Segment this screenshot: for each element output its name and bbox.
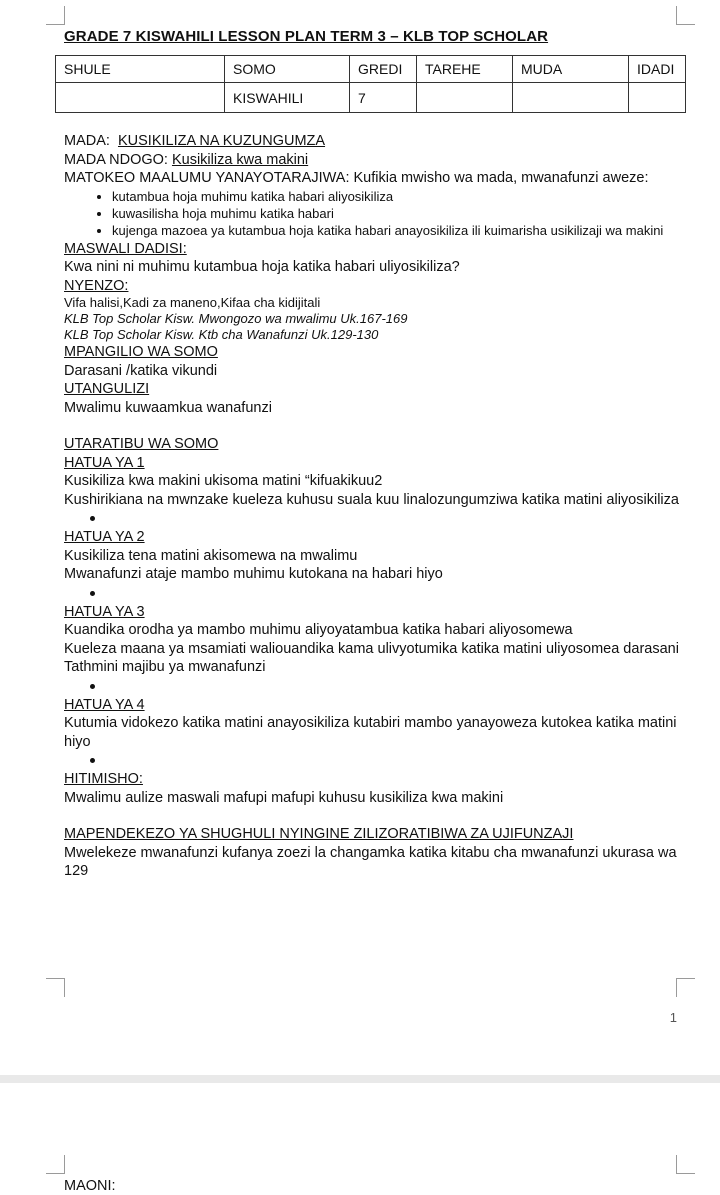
table-cell: KISWAHILI	[225, 83, 350, 113]
nyenzo-line-1: Vifa halisi,Kadi za maneno,Kifaa cha kidijitali	[64, 295, 321, 310]
spacer	[64, 417, 689, 435]
empty-bullet	[64, 677, 689, 696]
table-header-cell: MUDA	[513, 56, 629, 83]
table-cell	[417, 83, 513, 113]
hatua-2-heading: HATUA YA 2	[64, 529, 145, 545]
document-page-2	[0, 1083, 720, 1195]
mada-ndogo-label: MADA NDOGO:	[64, 151, 168, 168]
hatua-3-heading: HATUA YA 3	[64, 603, 145, 620]
margin-corner-top-left	[46, 6, 65, 25]
mada-line	[64, 132, 689, 151]
hatua-2-line-1: Kusikiliza tena matini akisomewa na mwalimu	[64, 547, 358, 564]
matokeo-intro: : Kufikia mwisho wa mada, mwanafunzi aweze:	[345, 170, 649, 186]
page-gap	[0, 1075, 720, 1083]
table-cell	[629, 83, 686, 113]
hitimisho-heading: HITIMISHO:	[64, 771, 143, 787]
matokeo-line	[64, 169, 689, 188]
lesson-body	[64, 132, 689, 881]
empty-bullet	[64, 509, 689, 528]
mapendekezo-heading: MAPENDEKEZO YA SHUGHULI NYINGINE ZILIZORATIBIWA ZA UJIFUNZAJI	[64, 826, 574, 842]
list-item: • kuwasilisha hoja muhimu katika habari	[112, 206, 689, 222]
hatua-4-line-1: Kutumia vidokezo katika matini anayosikiliza kutabiri mambo yanayoweza kutokea katika matini hiyo	[64, 715, 677, 750]
mada-ndogo-value: Kusikiliza kwa makini	[171, 151, 309, 168]
page-number: 1	[669, 1010, 677, 1025]
table-row	[56, 83, 686, 113]
table-cell: 7	[350, 83, 417, 113]
mada-value: KUSIKILIZA NA KUZUNGUMZA	[117, 133, 326, 149]
maswali-text: Kwa nini ni muhimu kutambua hoja katika habari uliyosikiliza?	[64, 259, 460, 275]
table-header-cell: TAREHE	[417, 56, 513, 83]
empty-bullet	[64, 751, 689, 770]
table-cell	[513, 83, 629, 113]
hatua-1-line-2: Kushirikiana na mwnzake kueleza kuhusu suala kuu linalozungumziwa katika matini aliyosikiliza	[64, 491, 679, 508]
margin-corner-top-left	[46, 1155, 65, 1174]
mada-label: MADA:	[64, 133, 110, 149]
table-cell	[56, 83, 225, 113]
nyenzo-line-2: KLB Top Scholar Kisw. Mwongozo wa mwalimu Uk.167-169	[64, 311, 408, 326]
margin-corner-bottom-left	[46, 978, 65, 997]
table-header-row	[56, 56, 686, 83]
lesson-info-table	[55, 55, 686, 113]
utangulizi-text: Mwalimu kuwaamkua wanafunzi	[64, 399, 272, 416]
hatua-4-heading: HATUA YA 4	[64, 696, 145, 713]
mapendekezo-text: Mwelekeze mwanafunzi kufanya zoezi la changamka katika kitabu cha mwanafunzi ukurasa wa 129	[64, 844, 677, 879]
hatua-3-line-2: Kueleza maana ya msamiati waliouandika kama ulivyotumika katika matini uliyosomea darasani	[64, 640, 679, 657]
nyenzo-heading: NYENZO:	[64, 277, 129, 294]
objectives-list	[64, 189, 689, 239]
hitimisho-text: Mwalimu aulize maswali mafupi mafupi kuhusu kusikiliza kwa makini	[64, 789, 504, 806]
mpangilio-text: Darasani /katika vikundi	[64, 362, 218, 379]
hatua-1-line-1: Kusikiliza kwa makini ukisoma matini “kifuakikuu2	[64, 473, 383, 489]
table-header-cell: SOMO	[225, 56, 350, 83]
mpangilio-heading: MPANGILIO WA SOMO	[64, 344, 218, 360]
table-header-cell: GREDI	[350, 56, 417, 83]
hatua-3-line-3: Tathmini majibu ya mwanafunzi	[64, 659, 266, 675]
empty-bullet	[64, 584, 689, 603]
hatua-1-heading: HATUA YA 1	[64, 454, 145, 471]
maswali-heading: MASWALI DADISI:	[64, 240, 187, 257]
mada-ndogo-line	[64, 151, 689, 170]
spacer	[64, 807, 689, 825]
maoni-label: MAONI:	[64, 1178, 116, 1194]
list-item: • kutambua hoja muhimu katika habari aliyosikiliza	[112, 189, 689, 205]
margin-corner-top-right	[676, 1155, 695, 1174]
nyenzo-line-3: KLB Top Scholar Kisw. Ktb cha Wanafunzi Uk.129-130	[64, 327, 379, 342]
matokeo-label: MATOKEO MAALUMU YANAYOTARAJIWA	[64, 170, 346, 186]
margin-corner-bottom-right	[676, 978, 695, 997]
table-header-cell: SHULE	[56, 56, 225, 83]
margin-corner-top-right	[676, 6, 695, 25]
document-title: GRADE 7 KISWAHILI LESSON PLAN TERM 3 – KLB TOP SCHOLAR	[64, 28, 549, 45]
utangulizi-heading: UTANGULIZI	[64, 381, 150, 397]
utaratibu-heading: UTARATIBU WA SOMO	[64, 436, 219, 452]
hatua-2-line-2: Mwanafunzi ataje mambo muhimu kutokana na habari hiyo	[64, 566, 443, 582]
table-header-cell: IDADI	[629, 56, 686, 83]
hatua-3-line-1: Kuandika orodha ya mambo muhimu aliyoyatambua katika habari aliyosomewa	[64, 622, 573, 638]
list-item: • kujenga mazoea ya kutambua hoja katika habari anayosikiliza ili kuimarisha usikilizaji wa makini	[112, 223, 689, 239]
